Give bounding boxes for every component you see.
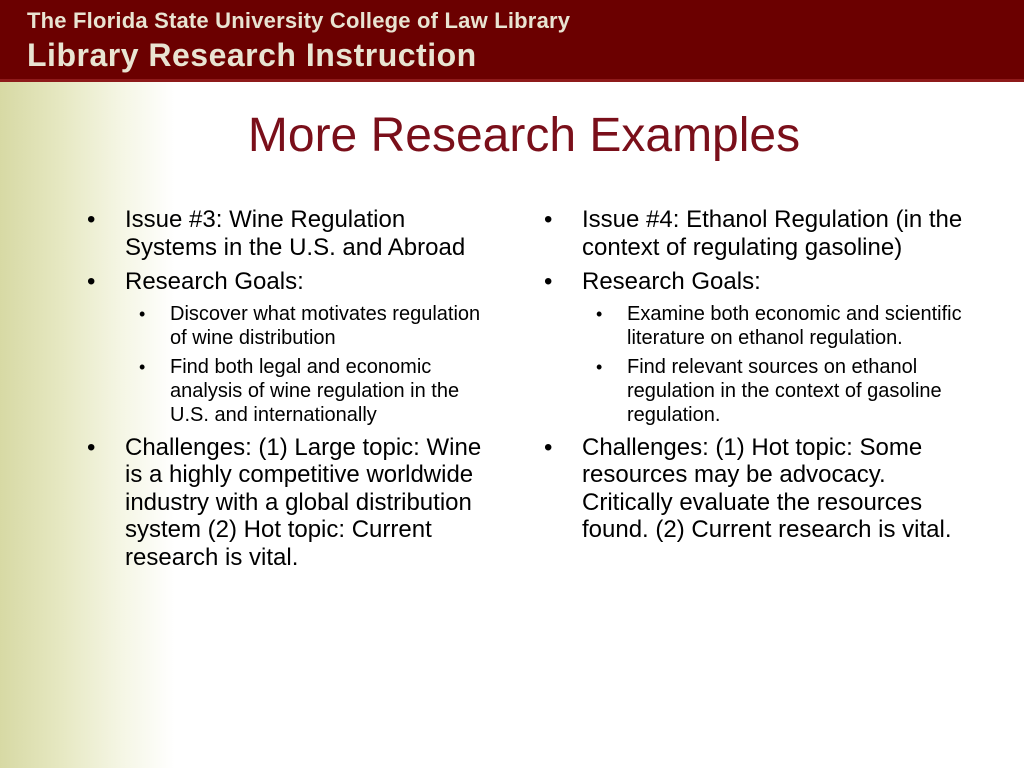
right-issue-item [541,206,971,261]
left-goal-text: Find both legal and economic analysis of wine regulation in the U.S. and internationally [170,355,460,426]
left-goals-list [125,302,484,427]
bullet-marker: • [139,303,146,324]
left-bullet-list [84,206,484,571]
header-banner [0,0,1024,82]
left-goal-text: Discover what motivates regulation of wine distribution [170,302,481,349]
slide-title: More Research Examples [247,109,801,162]
right-goal-text: Examine both economic and scientific literature on ethanol regulation. [627,302,962,349]
bullet-marker: • [544,433,553,461]
left-issue-item [84,206,484,261]
right-issue-text: Issue #4: Ethanol Regulation (in the context of regulating gasoline) [582,206,963,261]
bullet-marker: • [139,356,146,377]
bullet-marker: • [544,268,553,295]
bullet-marker: • [596,303,603,324]
right-bullet-list [541,206,971,544]
left-challenges-text: Challenges: (1) Large topic: Wine is a highly competitive worldwide industry with a global distribution system (2) Hot topic: Current research is vital. [125,433,482,571]
right-goal-item [581,355,971,427]
right-goals-label: Research Goals: [582,268,761,295]
right-goal-text: Find relevant sources on ethanol regulation in the context of gasoline regulation. [627,355,942,426]
program-title: Library Research Instruction [27,37,477,73]
left-goals-label: Research Goals: [125,268,304,295]
bullet-marker: • [87,206,96,233]
institution-name: The Florida State University College of Law Library [27,8,571,33]
right-column [541,206,971,551]
bullet-marker: • [87,268,96,295]
right-goals-list [582,302,971,427]
right-challenges-item [541,434,971,544]
left-goals-item [84,268,484,427]
bullet-marker: • [544,206,553,233]
left-goal-item [124,302,484,350]
right-goals-item [541,268,971,427]
left-challenges-item [84,434,484,572]
left-goal-item [124,355,484,427]
bullet-marker: • [87,433,96,461]
left-issue-text: Issue #3: Wine Regulation Systems in the U.S. and Abroad [125,206,466,261]
right-goal-item [581,302,971,350]
bullet-marker: • [596,356,603,377]
right-challenges-text: Challenges: (1) Hot topic: Some resources may be advocacy. Critically evaluate the resources found. (2) Current research is vital. [582,433,952,543]
left-column [84,206,484,578]
